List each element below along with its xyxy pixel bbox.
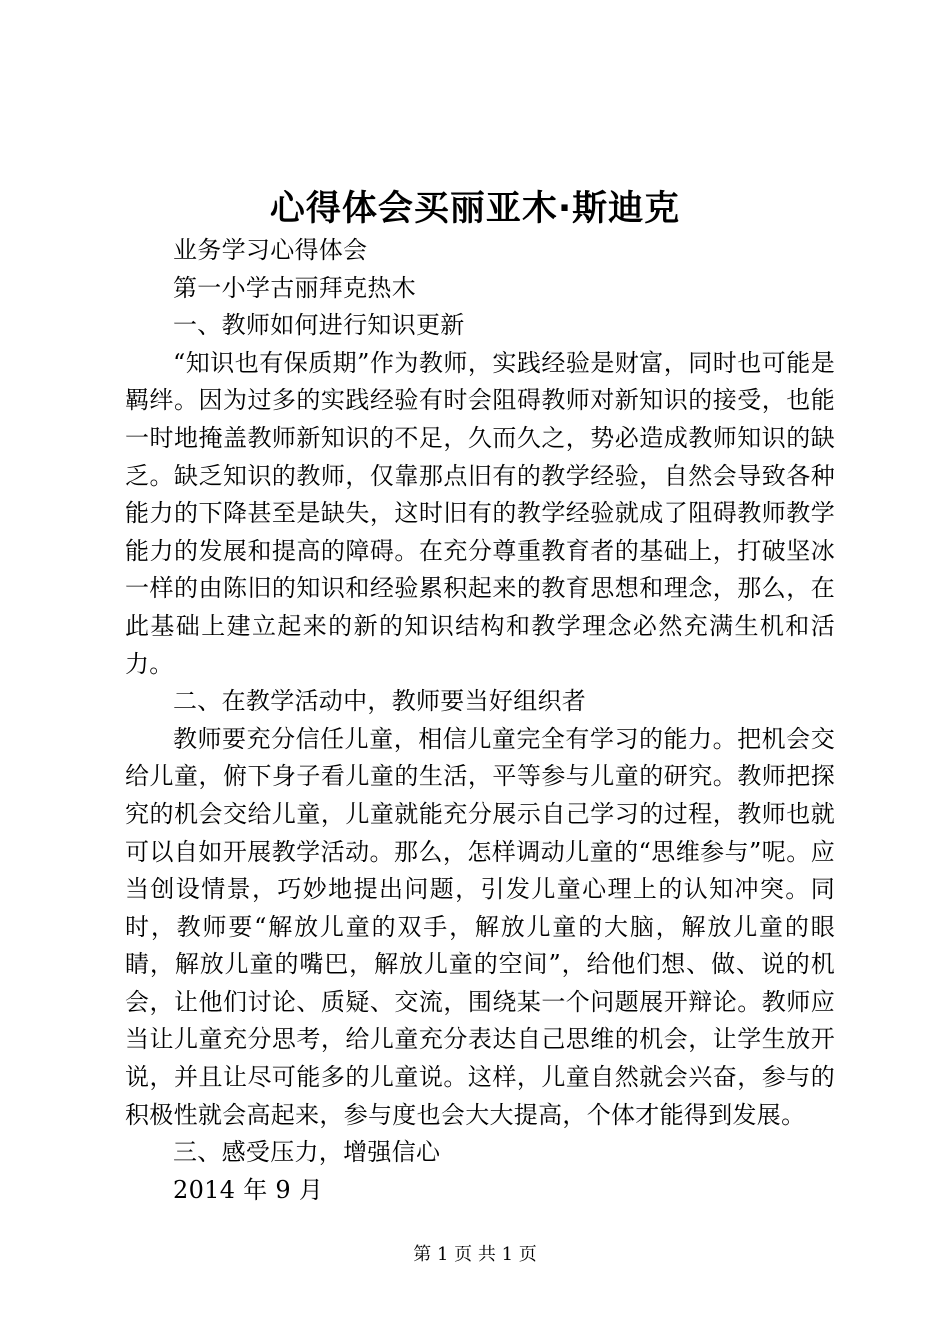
document-body bbox=[125, 232, 835, 1209]
author-paragraph: 第一小学古丽拜克热木 bbox=[173, 273, 416, 302]
section-heading-2: 二、在教学活动中，教师要当好组织者 bbox=[173, 687, 587, 716]
subtitle-paragraph: 业务学习心得体会 bbox=[173, 236, 368, 264]
document-title: 心得体会买丽亚木·斯迪克 bbox=[269, 189, 681, 229]
section-heading-3: 三、感受压力，增强信心 bbox=[173, 1138, 441, 1167]
date-paragraph: 2014 年 9 月 bbox=[173, 1175, 324, 1204]
section-heading-1: 一、教师如何进行知识更新 bbox=[173, 311, 465, 340]
section-2-paragraph: 教师要充分信任儿童，相信儿童完全有学习的能力。把机会交给儿童，俯下身子看儿童的生活，平等参与儿童的研究。教师把探究的机会交给儿童，儿童就能充分展示自己学习的过程，教师也就可以自如开展教学活动。那么，怎样调动儿童的“思维参与”呢。应当创设情景，巧妙地提出问题，引发儿童心理上的认知冲突。同时，教师要“解放儿童的双手，解放儿童的大脑，解放儿童的眼睛，解放儿童的嘴巴，解放儿童的空间”，给他们想、做、说的机会，让他们讨论、质疑、交流，围绕某一个问题展开辩论。教师应当让儿童充分思考，给儿童充分表达自己思维的机会，让学生放开说，并且让尽可能多的儿童说。这样，儿童自然就会兴奋，参与的积极性就会高起来，参与度也会大大提高，个体才能得到发展。 bbox=[125, 724, 835, 1129]
section-1-paragraph: “知识也有保质期”作为教师，实践经验是财富，同时也可能是羁绊。因为过多的实践经验有时会阻碍教师对新知识的接受，也能一时地掩盖教师新知识的不足，久而久之，势必造成教师知识的缺乏。缺乏知识的教师，仅靠那点旧有的教学经验，自然会导致各种能力的下降甚至是缺失，这时旧有的教学经验就成了阻碍教师教学能力的发展和提高的障碍。在充分尊重教育者的基础上，打破坚冰一样的由陈旧的知识和经验累积起来的教育思想和理念，那么，在此基础上建立起来的新的知识结构和教学理念必然充满生机和活力。 bbox=[125, 348, 835, 678]
page-number-footer: 第 1 页 共 1 页 bbox=[413, 1244, 537, 1265]
